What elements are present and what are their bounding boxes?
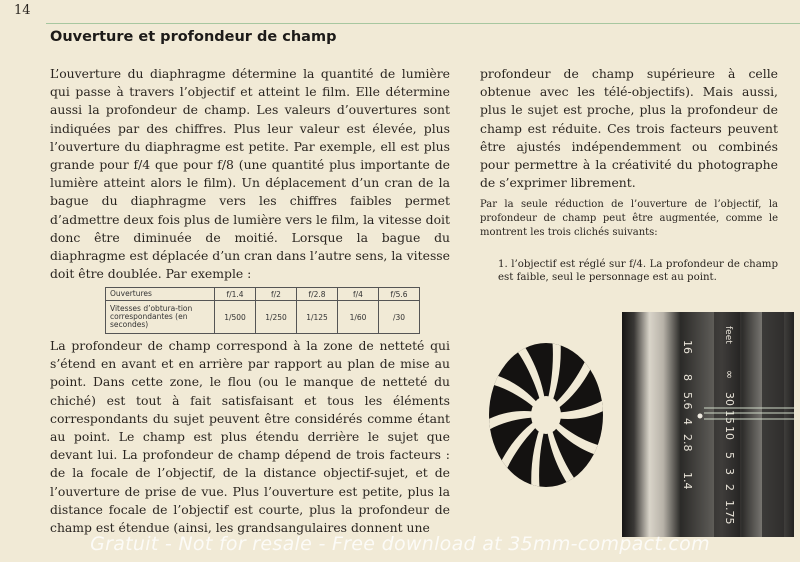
- caption-example-1: 1. l’objectif est réglé sur f/4. La profondeur de champ est faible, seul le personnage est au point.: [498, 259, 778, 283]
- section-title: Ouverture et profondeur de champ: [50, 29, 337, 45]
- table-cell: f/4: [338, 288, 379, 301]
- lens-distance-number: 1.75: [723, 500, 736, 525]
- lens-distance-number: 10: [723, 426, 736, 440]
- table-cell: 1/125: [297, 301, 338, 334]
- table-row: [106, 288, 420, 301]
- index-mark: [698, 414, 703, 419]
- page-number: 14: [14, 3, 31, 18]
- lens-distance-number: 3: [723, 468, 736, 475]
- lens-distance-number: ∞: [723, 370, 736, 380]
- paragraph-reduction: Par la seule réduction de l’ouverture de l’objectif, la profondeur de champ peut être augmentée, comme le montrent les trois clichés suivants:: [480, 199, 778, 238]
- row-label-apertures: Ouvertures: [106, 288, 215, 301]
- table-cell: f/2.8: [297, 288, 338, 301]
- lens-distance-number: 30: [723, 392, 736, 406]
- paragraph-depth-of-field: La profondeur de champ correspond à la zone de netteté qui s’étend en avant et en arrière par rapport au plan de mise au point. Dans cette zone, le flou (ou le manque de netteté du chiché) est tout à fait satisfaisant et tous les éléments correspondants du sujet peuvent être considérés comme étant au point. Le champ est plus étendu derrière le sujet que devant lui. La profondeur de champ dépend de trois facteurs : de la focale de l’objectif, de la distance objectif-sujet, et de l’ouverture de prise de vue. Plus l’ouverture est petite, plus la distance focale de l’objectif est courte, plus la profondeur de champ est étendue (ainsi, les grandsangulaires donnent une: [50, 338, 450, 536]
- lens-aperture-number: 4: [681, 418, 694, 425]
- table-cell: 1/500: [215, 301, 256, 334]
- paragraph-aperture: L’ouverture du diaphragme détermine la quantité de lumière qui passe à travers l’objectif et atteint le film. Elle détermine aussi la profondeur de champ. Les valeurs d’ouvertures sont indiquées par des chiffres. Plus leur valeur est élevée, plus l’ouverture du diaphragme est petite. Par exemple, ell est plus grande pour f/4 que pour f/8 (une quantité plus importante de lumière atteint alors le film). Un déplacement d’un cran de la bague du diaphragme vers les chiffres faibles permet d’admettre deux fois plus de lumière vers le film, la vitesse doit donc être diminuée de moitié. Lorsque la bague du diaphragme est déplacée d’un cran dans l’autre sens, la vitesse doit être doublée. Par exemple :: [50, 66, 450, 282]
- watermark: Gratuit - Not for resale - Free download at 35mm-compact.com: [90, 533, 710, 555]
- table-cell: f/2: [256, 288, 297, 301]
- lens-feet-label: feet: [723, 326, 733, 344]
- aperture-diaphragm-illustration: [484, 338, 608, 492]
- lens-aperture-number: 8: [681, 374, 694, 381]
- lens-aperture-number: 16: [681, 340, 694, 354]
- lens-distance-number: 2: [723, 484, 736, 491]
- table-row: [106, 301, 420, 334]
- lens-aperture-number: 1.4: [681, 472, 694, 490]
- lens-aperture-number: 2.8: [681, 434, 694, 452]
- table-cell: 1/250: [256, 301, 297, 334]
- lens-scale-graphic: [622, 312, 794, 537]
- table-cell: /30: [379, 301, 420, 334]
- aperture-speed-table: [105, 287, 420, 334]
- lens-barrel-photo: [622, 312, 794, 537]
- lens-aperture-number: 5.6: [681, 392, 694, 410]
- table-cell: 1/60: [338, 301, 379, 334]
- paragraph-factors: profondeur de champ supérieure à celle obtenue avec les télé-objectifs). Mais aussi, plus le sujet est proche, plus la profondeur de champ est réduite. Ces trois facteurs peuvent être ajustés indépendemment ou combinés pour permettre à la créativité du photographe de s’exprimer librement.: [480, 66, 778, 191]
- row-label-speeds: Vitesses d’obtura-tion correspondantes (en secondes): [106, 301, 215, 334]
- lens-distance-number: 5: [723, 452, 736, 459]
- table-cell: f/5.6: [379, 288, 420, 301]
- header-rule: [46, 23, 800, 24]
- table-cell: f/1.4: [215, 288, 256, 301]
- lens-distance-number: 15: [723, 410, 736, 424]
